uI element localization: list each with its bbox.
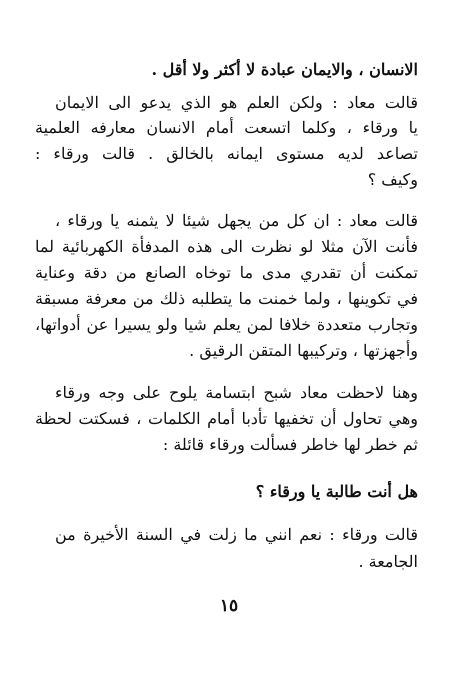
text-line: تصاعد لديه مستوى ايمانه بالخالق . قالت ورقاء :: [35, 144, 418, 163]
text-line: وتجارب متعددة خلافا لمن يعلم شيا ولو يسيرا عن أدواتها،: [35, 315, 418, 334]
text-line: ثم خطر لها خاطر فسألت ورقاء قائلة :: [162, 435, 418, 454]
text-line: هل أنت طالبة يا ورقاء ؟: [255, 482, 418, 501]
text-line: فأنت الآن مثلا لو نظرت الى هذه المدفأة الكهربائية لما: [35, 237, 418, 256]
text-line: قالت معاد : ولكن العلم هو الذي يدعو الى الايمان: [55, 93, 418, 112]
text-line: وأجهزتها ، وتركيبها المتقن الرقيق .: [189, 341, 418, 360]
text-line: تمكنت أن تقدري مدى ما توخاه الصانع من دقة وعناية: [35, 263, 418, 282]
page-number: ١٥: [219, 596, 239, 616]
text-line: قالت ورقاء : نعم انني ما زلت في السنة الأخيرة من: [55, 525, 418, 544]
text-line: يا ورقاء ، وكلما اتسعت أمام الانسان معارفه العلمية: [35, 118, 418, 137]
text-line: الانسان ، والايمان عبادة لا أكثر ولا أقل .: [151, 60, 418, 79]
text-line: وهي تحاول أن تخفيها تأدبا أمام الكلمات ، فسكتت لحظة: [35, 409, 418, 428]
text-line: وكيف ؟: [367, 170, 418, 189]
text-line: وهنا لاحظت معاد شبح ابتسامة يلوح على وجه ورقاء: [55, 383, 418, 402]
text-line: في تكوينها ، ولما خمنت ما يتطلبه ذلك من معرفة مسبقة: [35, 289, 418, 308]
text-line: الجامعة .: [358, 552, 418, 571]
text-line: قالت معاد : ان كل من يجهل شيئا لا يثمنه يا ورقاء ،: [55, 211, 418, 230]
